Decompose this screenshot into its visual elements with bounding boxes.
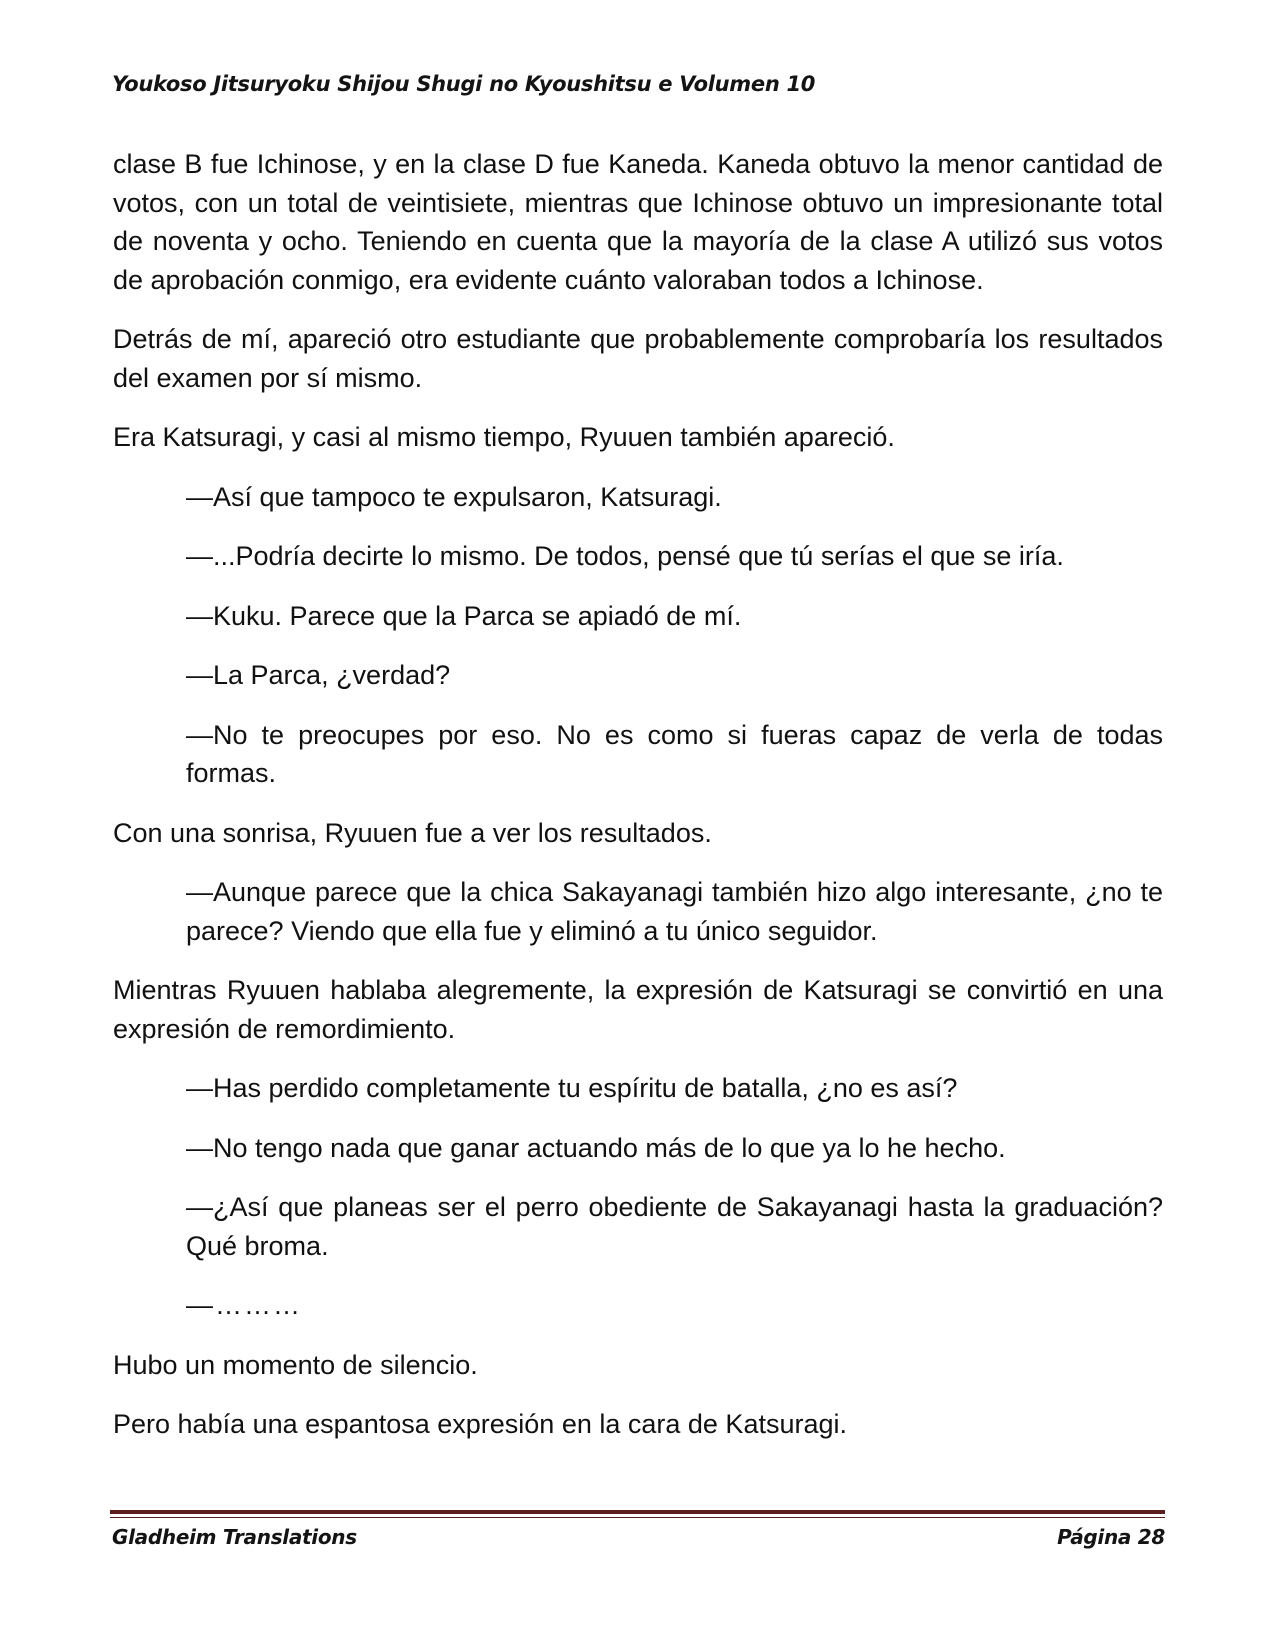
footer-divider-thin xyxy=(110,1517,1165,1518)
narration-paragraph: clase B fue Ichinose, y en la clase D fue Kaneda. Kaneda obtuvo la menor cantidad de votos, con un total de veintisiete, mientras que Ichinose obtuvo un impresionante total de noventa y ocho. Teniendo en cuenta que la mayoría de la clase A utilizó sus votos de aprobación conmigo, era evidente cuánto valoraban todos a Ichinose. xyxy=(113,149,1163,295)
narration-paragraph: Era Katsuragi, y casi al mismo tiempo, Ryuuen también apareció. xyxy=(113,422,895,452)
footer-divider xyxy=(110,1510,1165,1514)
dialogue-line: —¿Así que planeas ser el perro obediente de Sakayanagi hasta la graduación? Qué broma. xyxy=(186,1192,1163,1261)
dialogue-line: —Así que tampoco te expulsaron, Katsuragi. xyxy=(186,481,722,512)
dialogue-line: —No te preocupes por eso. No es como si fueras capaz de verla de todas formas. xyxy=(186,719,1163,788)
narration-paragraph: Mientras Ryuuen hablaba alegremente, la expresión de Katsuragi se convirtió en una expresión de remordimiento. xyxy=(113,975,1163,1044)
narration-paragraph: Detrás de mí, apareció otro estudiante que probablemente comprobaría los resultados del examen por sí mismo. xyxy=(113,324,1163,393)
footer-credit: Gladheim Translations xyxy=(112,1525,357,1549)
dialogue-line: —La Parca, ¿verdad? xyxy=(186,660,451,690)
narration-paragraph: Hubo un momento de silencio. xyxy=(113,1349,478,1380)
dialogue-line: —Kuku. Parece que la Parca se apiadó de mí. xyxy=(186,600,742,631)
dialogue-line: —No tengo nada que ganar actuando más de lo que ya lo he hecho. xyxy=(186,1132,1006,1163)
dialogue-line: —……… xyxy=(186,1290,302,1320)
page-number: Página 28 xyxy=(1057,1525,1165,1549)
narration-paragraph: Con una sonrisa, Ryuuen fue a ver los resultados. xyxy=(113,817,712,848)
running-header: Youkoso Jitsuryoku Shijou Shugi no Kyoushitsu e Volumen 10 xyxy=(112,72,816,96)
dialogue-line: —...Podría decirte lo mismo. De todos, pensé que tú serías el que se iría. xyxy=(186,541,1064,571)
narration-paragraph: Pero había una espantosa expresión en la cara de Katsuragi. xyxy=(113,1409,847,1439)
dialogue-line: —Has perdido completamente tu espíritu de batalla, ¿no es así? xyxy=(186,1073,958,1103)
dialogue-line: —Aunque parece que la chica Sakayanagi también hizo algo interesante, ¿no te parece? Viendo que ella fue y eliminó a tu único seguidor. xyxy=(186,877,1163,946)
page-body xyxy=(113,145,1163,1465)
